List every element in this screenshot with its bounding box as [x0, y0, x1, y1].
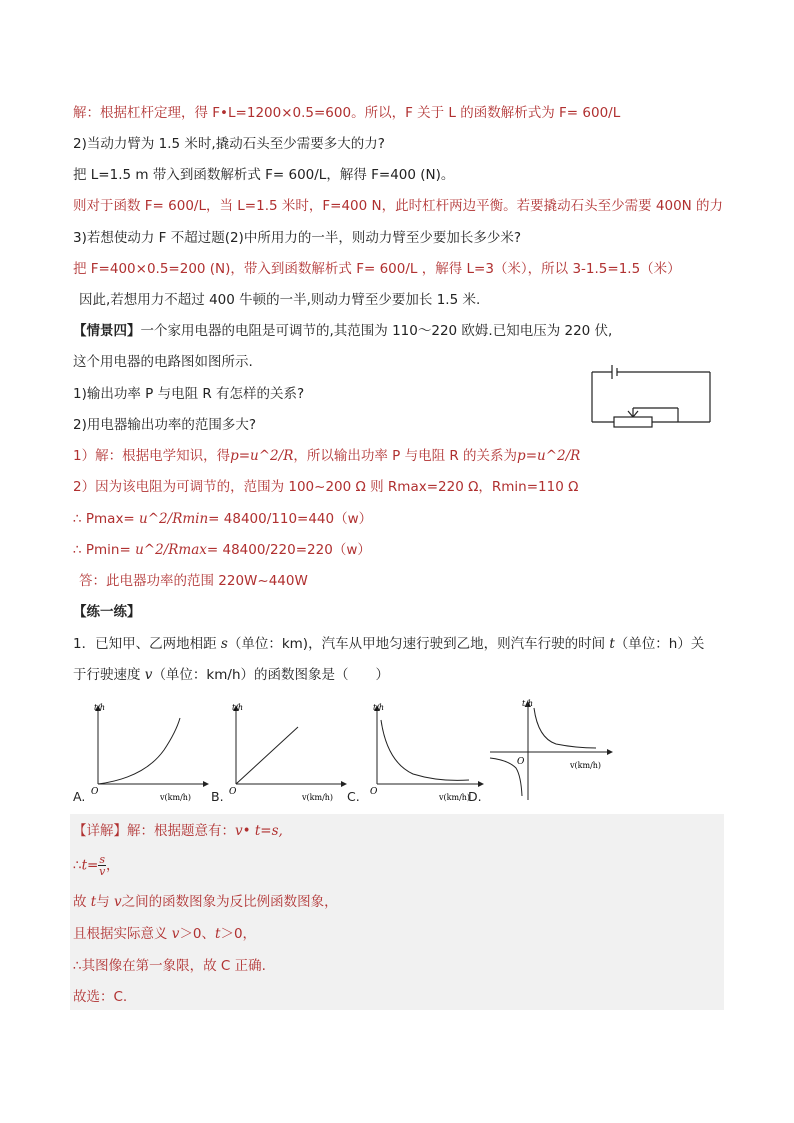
graph-a-ylabel: t/h: [94, 703, 106, 712]
ex-text-f: 于行驶速度: [73, 667, 145, 683]
d3-a: 故: [73, 894, 91, 910]
detail-var-t: t: [81, 857, 88, 874]
pmax-formula: u^2/Rmin: [139, 511, 209, 527]
scenario-question-2: 2)用电器输出功率的范围多大?: [73, 417, 257, 433]
pmin-line: [73, 541, 371, 559]
pmin-value: = 48400/220=220（w）: [206, 542, 371, 558]
question-3: 3)若想使动力 F 不超过题(2)中所用力的一半，则动力臂至少要加长多少米?: [73, 230, 521, 246]
scenario-4-tag: 【情景四】: [73, 323, 141, 339]
pmin-label: ∴ Pmin=: [73, 542, 136, 558]
question-2: 2)当动力臂为 1.5 米时,撬动石头至少需要多大的力?: [73, 136, 385, 152]
ex-var-v: v: [144, 667, 153, 683]
detail-heading: 【详解】解：根据题意有：: [73, 823, 235, 839]
solution-line-1: 解：根据杠杆定理，得 F•L=1200×0.5=600。所以，F 关于 L 的函数解析式为 F= 600/L: [73, 105, 621, 121]
option-a-label: A.: [73, 789, 86, 804]
graph-option-c: [363, 700, 493, 802]
graph-a-origin: O: [91, 787, 99, 797]
pmin-formula: u^2/Rmax: [135, 542, 207, 558]
exercise-1-line-1: [73, 635, 704, 653]
detail-solution-box: [70, 814, 724, 1010]
option-b-label: B.: [211, 789, 224, 804]
d3-e: 之间的函数图象为反比例函数图象，: [121, 894, 338, 910]
pmax-line: [73, 510, 372, 528]
d4-c: ＞0、: [179, 926, 216, 942]
power-formula-2: p=u^2/R: [517, 448, 581, 464]
graph-b-xlabel: v(km/h): [302, 793, 334, 802]
conclusion-line: 因此,若想用力不超过 400 牛顿的一半,则动力臂至少要加长 1.5 米.: [79, 292, 481, 308]
detail-answer: 故选：C.: [73, 989, 128, 1005]
graph-d-xlabel: v(km/h): [570, 761, 602, 770]
graph-c-xlabel: v(km/h): [439, 793, 471, 802]
circuit-diagram: [588, 362, 714, 434]
ex-text-g: （单位：km/h）的函数图象是（ ）: [152, 667, 390, 683]
graph-b-origin: O: [229, 787, 237, 797]
ex-text-a: 1．已知甲、乙两地相距: [73, 636, 221, 652]
scenario-4-text-2: 这个用电器的电路图如图所示.: [73, 354, 253, 370]
option-d-label: D.: [468, 789, 482, 804]
detail-line-3: [73, 893, 338, 911]
power-solution-2: 2）因为该电阻为可调节的，范围为 100~200 Ω 则 Rmax=220 Ω，Rmin=110 Ω: [73, 479, 579, 495]
detail-formula-1: v• t=s,: [235, 823, 283, 839]
comma: ，: [106, 857, 120, 874]
solution-line-2: 把 L=1.5 m 带入到函数解析式 F= 600/L，解得 F=400 (N)。: [73, 167, 455, 183]
power-text-a: 1）解：根据电学知识，得: [73, 448, 231, 464]
fraction-s-over-v: [98, 854, 106, 877]
pmax-label: ∴ Pmax=: [73, 511, 140, 527]
option-c-label: C.: [347, 789, 360, 804]
pmax-value: = 48400/110=440（w）: [208, 511, 373, 527]
power-solution-1: [73, 447, 580, 465]
ex-var-s: s: [220, 636, 228, 652]
detail-line-4: [73, 925, 256, 943]
d4-e: ＞0，: [220, 926, 257, 942]
equals-sign: =: [87, 857, 99, 874]
scenario-4-text: 一个家用电器的电阻是可调节的,其范围为 110～220 欧姆.已知电压为 220 伏,: [140, 323, 613, 339]
graph-option-b: [222, 700, 352, 802]
d3-t: t: [90, 894, 97, 910]
d4-v: v: [171, 926, 180, 942]
graph-c-origin: O: [370, 787, 378, 797]
solution-line-3: 则对于函数 F= 600/L，当 L=1.5 米时，F=400 N，此时杠杆两边平衡。若要撬动石头至少需要 400N 的力: [73, 198, 724, 214]
graph-c-ylabel: t/h: [373, 703, 385, 712]
detail-line-5: ∴其图像在第一象限，故 C 正确.: [73, 958, 266, 974]
d4-t: t: [215, 926, 221, 942]
graph-d-origin: O: [517, 757, 525, 767]
ex-text-e: （单位：h）关: [614, 636, 705, 652]
d3-v: v: [114, 894, 122, 910]
solution-line-4: 把 F=400×0.5=200 (N)，带入到函数解析式 F= 600/L ，解得 L=3（米），所以 3-1.5=1.5（米）: [73, 261, 681, 277]
exercise-1-line-2: [73, 666, 389, 684]
graph-d-ylabel: t/h: [522, 699, 534, 708]
scenario-4-line: [73, 322, 612, 340]
scenario-question-1: 1)输出功率 P 与电阻 R 有怎样的关系?: [73, 386, 305, 402]
power-answer: 答：此电器功率的范围 220W~440W: [79, 573, 308, 589]
d4-a: 且根据实际意义: [73, 926, 172, 942]
power-formula-1: p=u^2/R: [230, 448, 294, 464]
graph-option-a: [84, 700, 214, 802]
graph-b-ylabel: t/h: [232, 703, 244, 712]
ex-text-c: （单位：km)，汽车从甲地匀速行驶到乙地，则汽车行驶的时间: [227, 636, 610, 652]
graph-a-xlabel: v(km/h): [160, 793, 192, 802]
detail-line-2: [73, 854, 120, 877]
graph-option-d: [486, 696, 626, 802]
ex-var-t: t: [609, 636, 615, 652]
power-text-c: ，所以输出功率 P 与电阻 R 的关系为: [293, 448, 518, 464]
practice-heading: 【练一练】: [73, 604, 141, 620]
fraction-numerator: s: [99, 853, 105, 866]
detail-line-1: [73, 822, 283, 840]
therefore-symbol: ∴: [73, 857, 82, 874]
d3-c: 与: [96, 894, 115, 910]
fraction-denominator: v: [99, 865, 106, 878]
